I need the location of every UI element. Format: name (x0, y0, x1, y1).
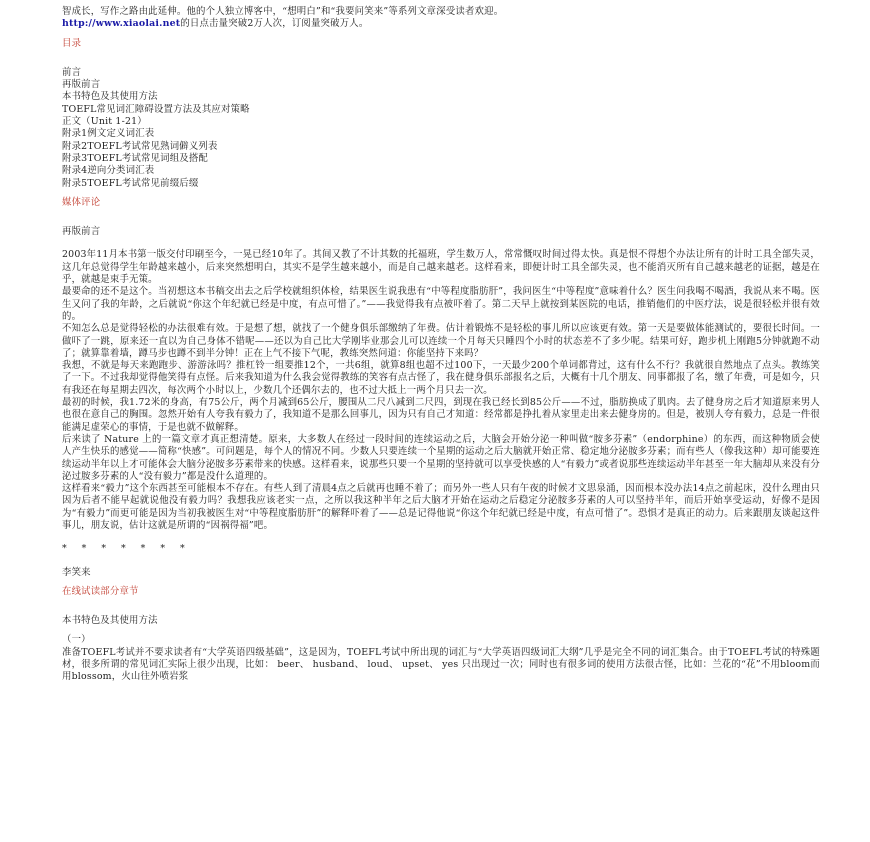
document-page (62, 6, 820, 684)
media-review-link[interactable]: 媒体评论 (62, 196, 101, 208)
intro-line-2-rest: 的日点击量突破2万人次，订阅量突破万人。 (180, 18, 369, 30)
toc-item-features: 本书特色及其使用方法 (62, 91, 158, 103)
intro-line-2 (62, 18, 820, 30)
preface-paragraph: 不知怎么总是觉得轻松的办法很难有效。于是想了想，就找了一个健身俱乐部缴纳了年费。估计着锻炼不是轻松的事儿所以应该更有效。第一天是要做体能测试的，要很长时间。一做吓了一跳，原来还一直以为自己身体不错呢——还以为自己比大学刚毕业那会儿可以连续一个月每天只睡四个小时的状态差不了多少呢。结果可好，跑步机上刚跑5分钟就跑不动了；就算靠着墙，蹲马步也蹲不到半分钟！正在上气不接下气呢，教练突然问道：你能坚持下来吗？ (62, 323, 820, 359)
toc-item-appendix-1: 附录1例文定义词汇表 (62, 128, 155, 140)
toc-item-appendix-4: 附录4逆向分类词汇表 (62, 165, 155, 177)
toc-item-appendix-3: 附录3TOEFL考试常见词组及搭配 (62, 152, 209, 164)
preface-paragraph: 2003年11月本书第一版交付印刷至今，一晃已经10年了。其间又教了不计其数的托福班，学生数万人，常常慨叹时间过得太快。真是恨不得想个办法让所有的计时工具全部失灵，这几年总觉得学生年龄越来越小，后来突然想明白，其实不是学生越来越小，而是自己越来越老。这样看来，即便计时工具全部失灵，也不能消灭所有自己越来越老的证据，越是在乎，就越是束手无策。 (62, 249, 820, 286)
toc-item-reprint-preface: 再版前言 (62, 79, 101, 91)
preface-body (62, 249, 820, 532)
features-title: 本书特色及其使用方法 (62, 615, 158, 627)
blog-url-link[interactable]: http://www.xiaolai.net (62, 18, 181, 30)
toc-heading[interactable]: 目录 (62, 37, 82, 49)
author-name: 李笑来 (62, 566, 91, 578)
toc-item-preface: 前言 (62, 66, 82, 78)
features-section-mark: （一） (62, 634, 91, 646)
section-separator: * * * * * * * (62, 543, 191, 555)
toc-item-main-text: 正文（Unit 1-21） (62, 116, 147, 128)
features-body (62, 647, 820, 684)
preface-paragraph: 后来读了 Nature 上的一篇文章才真正想清楚。原来，大多数人在经过一段时间的连续运动之后，大脑会开始分泌一种叫做“胺多芬素”（endorphine）的东西，而这种物质会使人产生快乐的感觉——简称“快感”。可问题是，每个人的情况不同。少数人只要连续一个星期的运动之后大脑就开始正常、稳定地分泌胺多芬素；而有些人（像我这种）却可能要连续运动半年以上才可能体会大脑分泌胺多芬素带来的快感。这样看来，说那些只要一个星期的坚持就可以享受快感的人“有毅力”或者说那些连续运动半年甚至一年大脑却从来没有分泌过胺多芬素的人“没有毅力”都是没什么道理的。 (62, 433, 820, 482)
intro-line-1: 智成长，写作之路由此延伸。他的个人独立博客中，“想明白”和“我要问笑来”等系列文章深受读者欢迎。 (62, 6, 504, 17)
features-paragraph: 准备TOEFL考试并不要求读者有“大学英语四级基础”，这是因为，TOEFL考试中所出现的词汇与“大学英语四级词汇大纲”几乎是完全不同的词汇集合。由于TOEFL考试的特殊题材，很多所谓的常见词汇实际上很少出现，比如： beer、 husband、 loud、 upset、 yes 只出现过一次；同时也有很多词的使用方法很古怪，比如：兰花的“花”不用bloom而用blossom，火山往外喷岩浆 (62, 646, 820, 683)
trial-reading-link[interactable]: 在线试读部分章节 (62, 585, 139, 597)
preface-paragraph: 这样看来“毅力”这个东西甚至可能根本不存在。有些人到了清晨4点之后就再也睡不着了；而另外一些人只有午夜的时候才文思泉涌，因而根本没办法14点之前起床，没什么理由只因为后者不能早起就说他没有毅力吗？我想我应该老实一点，之所以我这种半年之后大脑才开始在运动之后稳定分泌胺多芬素的人可以坚持半年，而后开始享受运动，好像不是因为“有毅力”而更可能是因为当初我被医生对“中等程度脂肪肝”的解释吓着了——总是记得他说“你这个年纪就已经是中度，有点可惜了”。恐惧才是真正的动力。后来跟朋友谈起这件事儿，朋友说，估计这就是所谓的“因祸得福”吧。 (62, 483, 820, 531)
toc-item-appendix-5: 附录5TOEFL考试常见前缀后缀 (62, 177, 199, 189)
toc-list (62, 67, 820, 190)
toc-item-appendix-2: 附录2TOEFL考试常见熟词僻义列表 (62, 140, 218, 152)
preface-paragraph: 最初的时候，我1.72米的身高，有75公斤，两个月减到65公斤，腰围从二尺八减到二尺四，到现在我已经长到85公斤——不过，脂肪换成了肌肉。去了健身房之后才知道原来男人也很在意自己的胸围。忽然开始有人夸我有毅力了，我知道不是那么回事儿，因为只有自己才知道：经常都是挣扎着从家里走出来去健身房的。但是，被别人夸有毅力，总是一件很能满足虚荣心的事情，于是也就不做解释。 (62, 397, 820, 433)
preface-paragraph: 我想，不就是每天来跑跑步、游游泳吗？推杠铃一组要推12个，一共6组，就算8组也超不过100下，一天最少200个单词都背过，这有什么不行？我就很自然地点了点头。教练笑了一下。不过我却觉得他笑得有点怪。后来我知道为什么我会觉得教练的笑容有点古怪了，我在健身俱乐部报名之后，大概有十几个朋友、同事都报了名，缴了年费，可是如今，只有我还在每星期去四次，每次两个小时以上，少数几个还偶尔去的，也不过大抵上一两个月只去一次。 (62, 360, 820, 396)
preface-title: 再版前言 (62, 226, 101, 238)
toc-item-vocab-strategies: TOEFL常见词汇障碍设置方法及其应对策略 (62, 103, 250, 115)
preface-paragraph: 最要命的还不是这个。当初想这本书稿交出去之后学校就组织体检，结果医生说我患有“中等程度脂肪肝”，我问医生“中等程度”意味着什么？医生问我喝不喝酒，我说从来不喝。医生又问了我的年龄，之后就说“你这个年纪就已经是中度，有点可惜了。”——我觉得我有点被吓着了。第二天早上就按到某医院的电话，推销他们的中医疗法，说是很轻松并很有效的。 (62, 286, 820, 322)
